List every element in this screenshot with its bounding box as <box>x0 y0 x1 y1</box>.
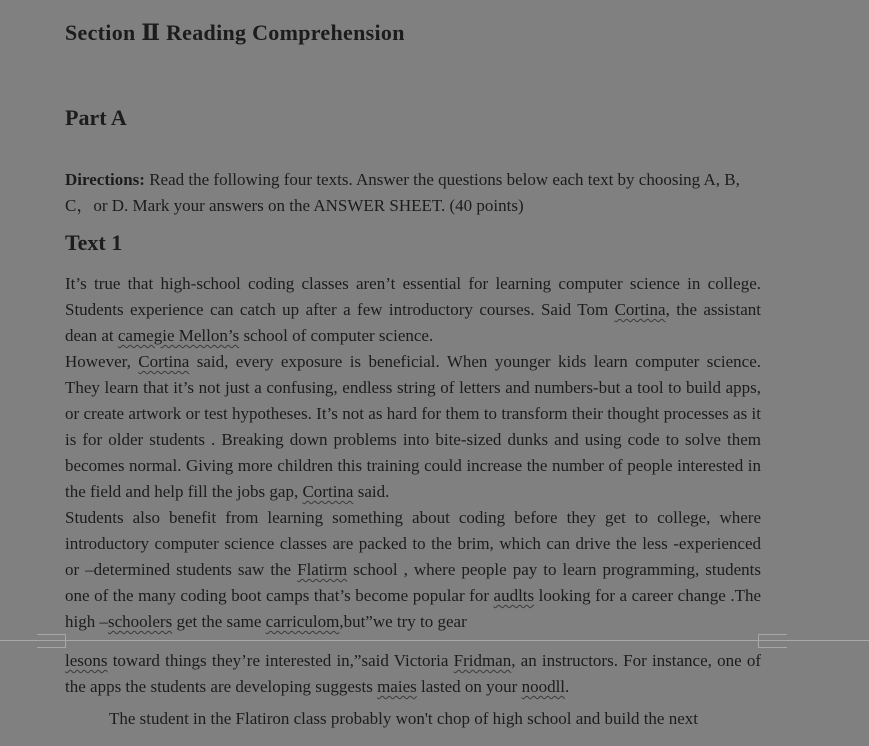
paragraph-4: The student in the Flatiron class probably won't chop of high school and build the next <box>109 709 698 728</box>
text-run: ,but”we try to gear <box>339 612 467 631</box>
text-body-page2-next <box>65 706 761 732</box>
page-corner-mark-left <box>37 634 66 648</box>
spelling-flag: lesons <box>65 651 108 670</box>
spelling-flag: schoolers <box>107 612 173 631</box>
spelling-flag: noodll <box>521 677 566 696</box>
spelling-flag: Cortina <box>614 300 666 319</box>
spelling-flag: camegie Mellon’s <box>117 326 240 345</box>
directions-text: Read the following four texts. Answer the questions below each text by choosing A, B, C，or D. Mark your answers on the ANSWER SHEET. (40 points) <box>65 170 740 215</box>
directions-label: Directions: <box>65 170 145 189</box>
spelling-flag: Cortina <box>302 482 354 501</box>
directions <box>65 167 765 219</box>
spelling-flag: carriculom <box>265 612 340 631</box>
text-run: However, <box>65 352 139 371</box>
paragraph-1 <box>65 271 761 349</box>
text-run: school , where people pay to learn programming, students one of the many coding boot camps that’s become popular for <box>65 560 761 605</box>
text-run: . <box>565 677 570 696</box>
spelling-flag: maies <box>377 677 417 696</box>
text-body-page1 <box>65 271 761 635</box>
text-run: , an instructors. For instance, one of the apps the students are developing suggests <box>65 651 761 696</box>
text-run: toward things they’re interested in,”said Victoria <box>107 651 454 670</box>
paragraph-2 <box>65 349 761 505</box>
spelling-flag: Flatirm <box>297 560 348 579</box>
spelling-flag: Cortina <box>138 352 190 371</box>
spelling-flag: Fridman <box>453 651 512 670</box>
text-title: Text 1 <box>65 230 123 255</box>
text-run: school of computer science. <box>239 326 434 345</box>
text-body-page2 <box>65 648 761 700</box>
text-run: lasted on your <box>416 677 522 696</box>
section-title: Section Ⅱ Reading Comprehension <box>65 20 405 45</box>
text-run: Students also benefit from learning something about coding before they get to college, where introductory computer science classes are packed to the brim, which can drive the less -experienced or –determined students saw the <box>65 508 761 579</box>
text-run: looking for a career change .The high – <box>65 586 762 631</box>
page-corner-mark-right <box>758 634 787 648</box>
text-run: It’s true that high-school coding classes aren’t essential for learning computer science in college. Students experience can catch up after a few introductory courses. Said Tom <box>65 274 761 319</box>
text-run: said. <box>353 482 390 501</box>
page-break <box>0 640 869 641</box>
paragraph-3-continued <box>65 648 761 700</box>
part-title: Part A <box>65 105 127 130</box>
text-run: said, every exposure is beneficial. When younger kids learn computer science. They learn that it’s not just a confusing, endless string of letters and numbers-but a tool to build apps, or create artwork or test hypotheses. It’s not as hard for them to transform their thought processes as it is for older students . Breaking down problems into bite-sized dunks and using code to solve them becomes normal. Giving more children this training could increase the number of people interested in the field and help fill the jobs gap, <box>65 352 761 501</box>
text-run: get the same <box>172 612 266 631</box>
text-run: , the assistant dean at <box>65 300 761 345</box>
paragraph-3 <box>65 505 761 635</box>
spelling-flag: audlts <box>493 586 535 605</box>
